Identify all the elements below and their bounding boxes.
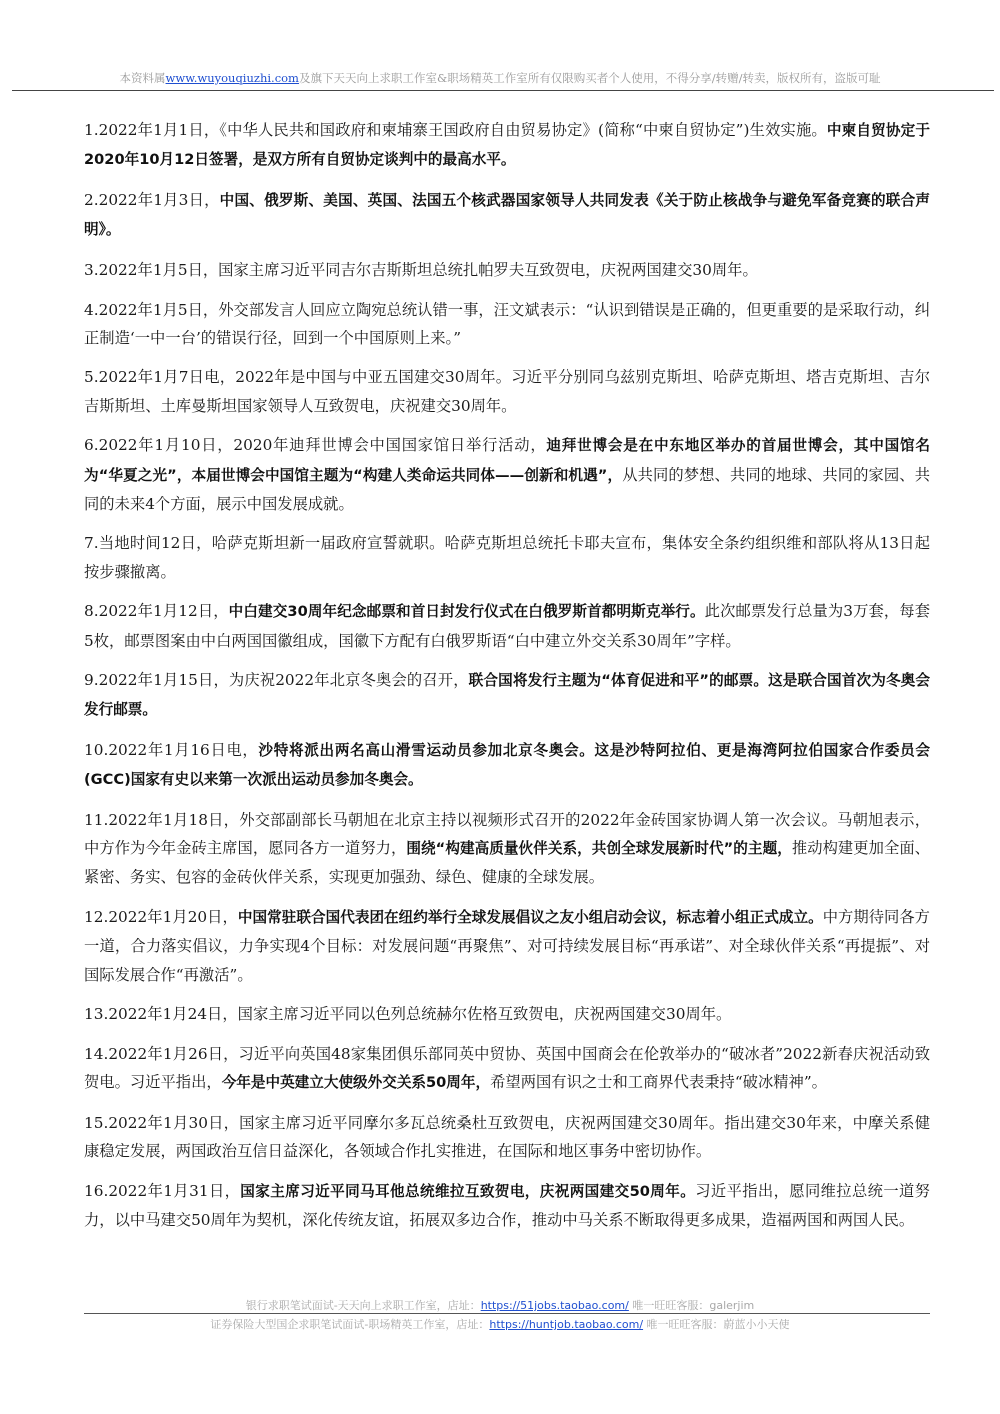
news-item-text: 8.2022年1月12日， — [84, 602, 229, 621]
footer-line-2 — [0, 1316, 1000, 1332]
news-item — [84, 806, 930, 892]
news-item-highlight: 今年是中英建立大使级外交关系50周年， — [221, 1074, 491, 1092]
news-item — [84, 256, 930, 284]
footer-divider — [84, 1313, 930, 1314]
header-prefix: 本资料属 — [119, 71, 166, 85]
news-item — [84, 736, 930, 794]
news-item-text: 13.2022年1月24日，国家主席习近平同以色列总统赫尔佐格互致贺电，庆祝两国建交30周年。 — [84, 1005, 732, 1024]
news-item-text: 2.2022年1月3日， — [84, 190, 220, 209]
news-item-text: 习近平指出，愿同维拉总统一道努力，以中马建交50周年为契机，深化传统友谊，拓展双多边合作，推动中马关系不断取得更多成果，造福两国和两国人民。 — [84, 1181, 930, 1229]
news-item-text: 中方期待同各方一道，合力落实倡议，力争实现4个目标：对发展问题“再聚焦”、对可持续发展目标“再承诺”、对全球伙伴关系“再提振”、对国际发展合作“再激活”。 — [84, 908, 930, 984]
news-item-text: 7.当地时间12日，哈萨克斯坦新一届政府宣誓就职。哈萨克斯坦总统托卡耶夫宣布，集体安全条约组织维和部队将从13日起按步骤撤离。 — [84, 534, 930, 581]
footer-line-1 — [0, 1297, 1000, 1313]
news-item — [84, 431, 930, 518]
news-item-text: 此次邮票发行总量为3万套，每套5枚，邮票图案由中白两国国徽组成，国徽下方配有白俄罗斯语“白中建立外交关系30周年”字样。 — [84, 602, 931, 650]
news-item — [84, 597, 930, 654]
footer-line-2-prefix: 证券保险大型国企求职笔试面试-职场精英工作室，店址： — [210, 1318, 490, 1331]
news-item-text: 希望两国有识之士和工商界代表秉持“破冰精神”。 — [490, 1073, 827, 1092]
news-item-highlight: 围绕“构建高质量伙伴关系，共创全球发展新时代”的主题， — [406, 840, 792, 858]
news-item — [84, 903, 930, 989]
news-item-highlight: 联合国将发行主题为“体育促进和平”的邮票。这是联合国首次为冬奥会发行邮票。 — [84, 672, 931, 719]
footer-line-1-suffix: 唯一旺旺客服：galerjim — [628, 1299, 755, 1312]
news-item-text: 5.2022年1月7日电，2022年是中国与中亚五国建交30周年。习近平分别同乌兹别克斯坦、哈萨克斯坦、塔吉克斯坦、吉尔吉斯斯坦、土库曼斯坦国家领导人互致贺电，庆祝建交30周年。 — [84, 368, 930, 415]
news-item-text: 3.2022年1月5日，国家主席习近平同吉尔吉斯斯坦总统扎帕罗夫互致贺电，庆祝两国建交30周年。 — [84, 260, 758, 279]
header-site-link[interactable]: www.wuyouqiuzhi.com — [165, 71, 299, 85]
news-item-highlight: 中国常驻联合国代表团在纽约举行全球发展倡议之友小组启动会议，标志着小组正式成立。 — [237, 909, 823, 927]
header-divider — [12, 90, 994, 91]
news-item-text: 推动构建更加全面、紧密、务实、包容的金砖伙伴关系，实现更加强劲、绿色、健康的全球发展。 — [84, 839, 930, 887]
footer-line-1-prefix: 银行求职笔试面试-天天向上求职工作室，店址： — [245, 1299, 481, 1312]
news-item-text: 16.2022年1月31日， — [84, 1181, 241, 1200]
news-item-text: 12.2022年1月20日， — [84, 908, 238, 927]
news-item-highlight: 迪拜世博会是在中东地区举办的首届世博会，其中国馆名为“华夏之光”，本届世博会中国馆主题为“构建人类命运共同体——创新和机遇”， — [84, 437, 930, 484]
news-item — [84, 1177, 930, 1234]
news-item — [84, 1109, 930, 1165]
news-item-text: 1.2022年1月1日，《中华人民共和国政府和柬埔寨王国政府自由贸易协定》(简称“中柬自贸协定”)生效实施。 — [84, 121, 827, 139]
news-item-text: 15.2022年1月30日，国家主席习近平同摩尔多瓦总统桑杜互致贺电，庆祝两国建交30周年。指出建交30年来，中摩关系健康稳定发展，两国政治互信日益深化，各领域合作扎实推进，在国际和地区事务中密切协作。 — [84, 1113, 930, 1161]
footer-shop-link-1[interactable]: https://51jobs.taobao.com/ — [480, 1299, 629, 1312]
footer-shop-link-2[interactable]: https://huntjob.taobao.com/ — [489, 1318, 644, 1331]
footer-line-2-suffix: 唯一旺旺客服：蔚蓝小小天使 — [643, 1318, 790, 1331]
news-item — [84, 186, 930, 244]
news-item — [84, 1040, 930, 1097]
news-item — [84, 296, 930, 352]
news-item-text: 9.2022年1月15日，为庆祝2022年北京冬奥会的召开， — [84, 671, 469, 690]
news-item-text: 4.2022年1月5日，外交部发言人回应立陶宛总统认错一事，汪文斌表示：“认识到错误是正确的，但更重要的是采取行动，纠正制造‘一中一台’的错误行径，回到一个中国原则上来。” — [84, 300, 930, 347]
news-item — [84, 1000, 930, 1028]
page-header-notice — [0, 70, 1000, 86]
news-item-highlight: 中国、俄罗斯、美国、英国、法国五个核武器国家领导人共同发表《关于防止核战争与避免军备竞赛的联合声明》。 — [84, 191, 930, 239]
news-item — [84, 363, 930, 419]
header-suffix: 及旗下天天向上求职工作室&职场精英工作室所有仅限购买者个人使用，不得分享/转赠/转卖，版权所有，盗版可耻 — [298, 71, 881, 85]
news-item-text: 6.2022年1月10日，2020年迪拜世博会中国国家馆日举行活动， — [84, 436, 547, 455]
news-item — [84, 529, 930, 585]
news-item-text: 11.2022年1月18日，外交部副部长马朝旭在北京主持以视频形式召开的2022年金砖国家协调人第一次会议。马朝旭表示，中方作为今年金砖主席国，愿同各方一道努力， — [84, 811, 930, 858]
news-item-highlight: 中白建交30周年纪念邮票和首日封发行仪式在白俄罗斯首都明斯克举行。 — [228, 603, 705, 621]
news-item-text: 从共同的梦想、共同的地球、共同的家园、共同的未来4个方面，展示中国发展成就。 — [84, 465, 930, 513]
news-list — [84, 116, 930, 1246]
news-item-highlight: 中柬自贸协定于2020年10月12日签署，是双方所有自贸协定谈判中的最高水平。 — [84, 122, 930, 169]
news-item-text: 10.2022年1月16日电， — [84, 741, 259, 760]
news-item-text: 14.2022年1月26日，习近平向英国48家集团俱乐部同英中贸协、英国中国商会在伦敦举办的“破冰者”2022新春庆祝活动致贺电。习近平指出， — [84, 1044, 930, 1092]
news-item-highlight: 国家主席习近平同马耳他总统维拉互致贺电，庆祝两国建交50周年。 — [240, 1182, 696, 1200]
news-item — [84, 666, 930, 724]
news-item-highlight: 沙特将派出两名高山滑雪运动员参加北京冬奥会。这是沙特阿拉伯、更是海湾阿拉伯国家合作委员会(GCC)国家有史以来第一次派出运动员参加冬奥会。 — [84, 742, 930, 789]
news-item — [84, 116, 930, 174]
